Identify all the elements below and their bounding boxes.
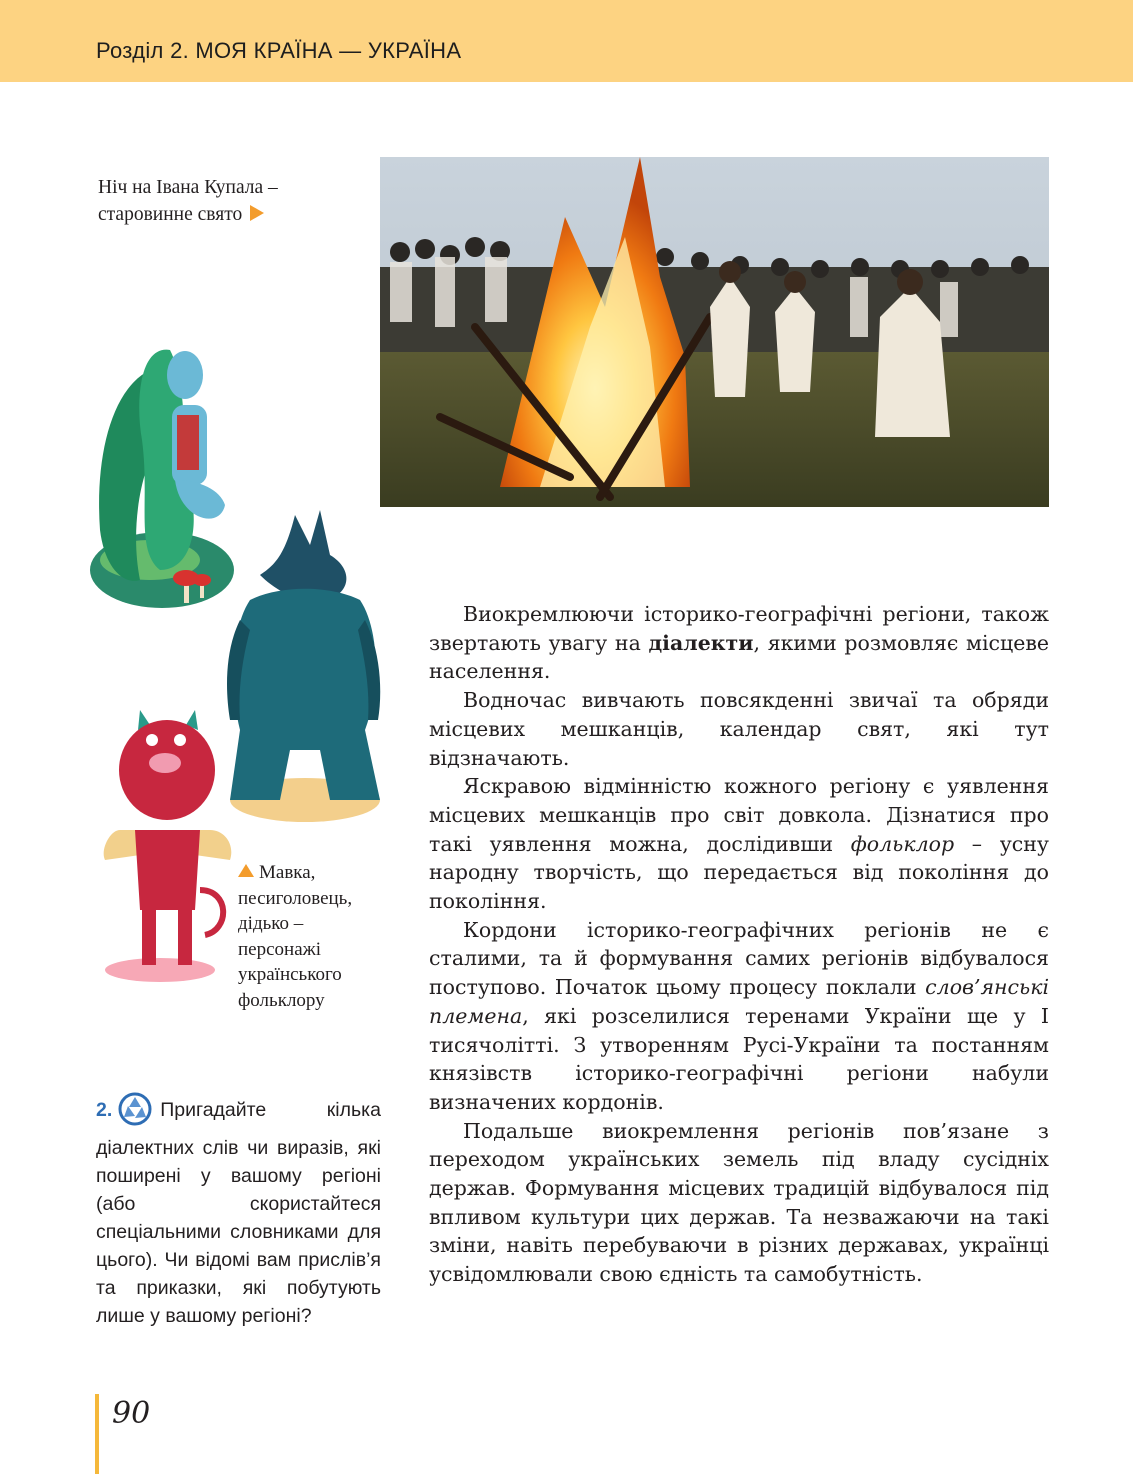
paragraph: Водночас вивчають повсякденні звичаї та обряди місцевих мешканців, календар свят, які тут відзначають.: [429, 688, 1049, 770]
text-span: Виокремлюючи історико-географічні регіони, також звертають увагу на: [429, 602, 1049, 655]
text-span: Кордони історико-географічних регіонів не є сталими, та й формування самих регіонів відбувалося поступово. Початок цьому процесу поклали: [429, 917, 1049, 1000]
paragraph: [429, 600, 1049, 686]
task-number: 2.: [96, 1099, 113, 1121]
characters-caption-line: персонажі: [238, 938, 322, 960]
characters-caption-line: Мавка,: [259, 862, 316, 883]
term-folklore: фольклор: [850, 831, 955, 856]
didko-figure: [104, 710, 232, 982]
term-dialects: діалекти: [648, 630, 754, 655]
characters-caption-line: песиголовець,: [238, 887, 353, 909]
photo-caption-line2: старовинне свято: [98, 204, 243, 225]
text-span: , якими розмовляє місцеве населення.: [429, 630, 1049, 684]
text-span: – усну народну творчість, що передається від покоління до покоління.: [429, 831, 1049, 914]
text-span: , які розселилися теренами України ще у І тисячолітті. З утворенням Русі-України та постанням князівств історико-географічні регіони набули визначених кордонів.: [429, 1003, 1049, 1114]
characters-caption-line: українського: [238, 964, 342, 985]
paragraph: [429, 916, 1049, 1117]
paragraph: [429, 772, 1049, 916]
chapter-title: Розділ 2. МОЯ КРАЇНА — УКРАЇНА: [96, 38, 462, 63]
characters-caption-line: дідько –: [238, 913, 304, 934]
triangle-right-icon: [250, 205, 264, 221]
text-span: Яскравою відмінністю кожного регіону є уявлення місцевих мешканців про світ довкола. Дізнатися про такі уявлення можна, дослідивши: [429, 774, 1049, 856]
photo-caption-line1: Ніч на Івана Купала –: [98, 177, 278, 198]
page-number-bar: [95, 1394, 99, 1474]
photo-caption: [98, 174, 368, 228]
task-text: Пригадайте кілька діалектних слів чи виразів, які поширені у вашому регіоні (або скористайтеся спеціальними словниками для цього). Чи відомі вам прислів’я та приказки, які побутують лише у вашому регіоні?: [96, 1099, 381, 1327]
term-slavic-tribes: слов’янські племена: [429, 975, 1049, 1028]
pesyholovets-figure: [227, 510, 380, 822]
recall-icon: [115, 1092, 155, 1134]
kupala-night-photo: [380, 157, 1049, 507]
triangle-up-icon: [238, 864, 254, 877]
characters-caption-line: фольклору: [238, 989, 325, 1011]
paragraph: Подальше виокремлення регіонів пов’язане з переходом українських земель під владу сусідніх держав. Формування місцевих традицій відбувалося під впливом культури цих держав. Та незважаючи на такі зміни, навіть перебуваючи в різних державах, українці усвідомлювали свою єдність та самобутність.: [429, 1118, 1049, 1287]
characters-caption: [238, 860, 398, 1013]
task-block: [96, 1092, 381, 1330]
main-text: [429, 600, 1049, 1289]
page-number: 90: [112, 1396, 151, 1431]
chapter-header: [0, 0, 1133, 82]
